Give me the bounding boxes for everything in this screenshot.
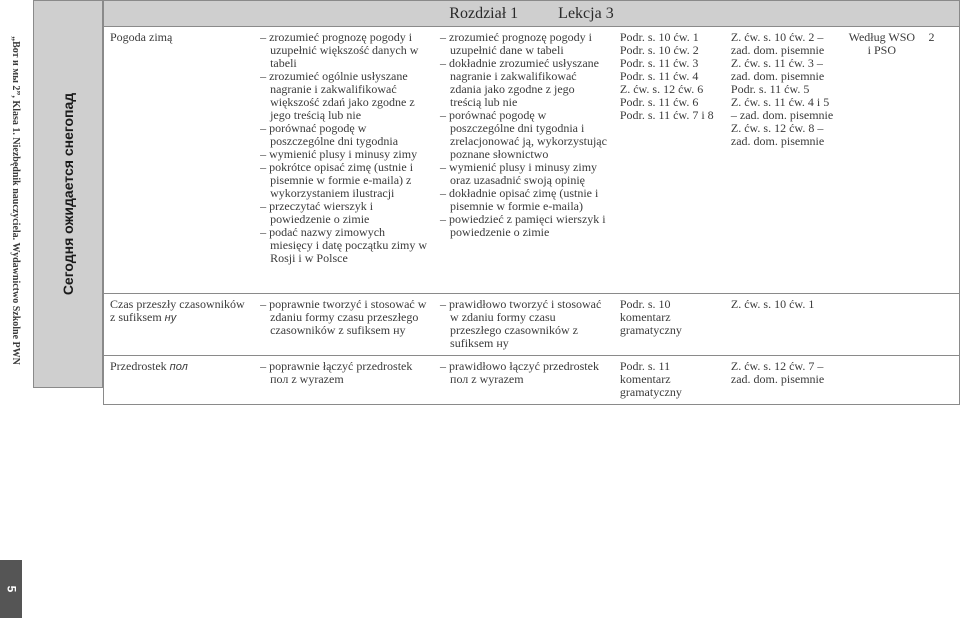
extended-requirements-cell xyxy=(434,293,614,355)
textbook-reference: Podr. s. 10 ćw. 1 xyxy=(619,30,699,44)
lesson-topic-bar xyxy=(33,0,103,388)
basic-requirement-item: – poprawnie łączyć przedrostek пол z wyrazem xyxy=(260,358,413,386)
topic-cell xyxy=(104,27,255,293)
extended-requirement-item: – dokładnie zrozumieć usłyszane nagranie i zakwalifikować zdania jako zgodne z jego treścią lub nie xyxy=(440,56,599,109)
assessment-cell xyxy=(841,355,922,404)
extended-requirement-item: – zrozumieć prognozę pogody i uzupełnić dane w tabeli xyxy=(440,30,592,57)
extended-requirements-cell xyxy=(434,27,614,293)
curriculum-table xyxy=(103,27,960,405)
hours-value: 2 xyxy=(928,30,935,44)
extended-requirement-item: – dokładnie opisać zimę (ustnie i pisemnie w formie e-maila) xyxy=(440,186,599,213)
side-text-label: „Вот и мы 2”, Klasa 1. Niezbędnik nauczyciela. Wydawnictwo Szkolne PWN xyxy=(9,35,21,365)
lesson-topic: Сегодня ожидается снегопад xyxy=(60,92,77,296)
textbook-reference: Podr. s. 11 ćw. 6 xyxy=(619,95,699,109)
textbook-reference: Podr. s. 11 ćw. 4 xyxy=(619,69,699,83)
extended-requirements-cell xyxy=(434,355,614,404)
workbook-reference: Z. ćw. s. 12 ćw. 8 – zad. dom. pisemnie xyxy=(730,121,825,148)
basic-requirements-cell xyxy=(254,355,434,404)
workbook-references-cell xyxy=(725,27,841,293)
chapter-title: Rozdział 1 xyxy=(449,4,519,22)
textbook-reference: Podr. s. 11 komentarz gramatyczny xyxy=(619,358,682,399)
workbook-references-cell xyxy=(725,355,841,404)
extended-requirement-item: – wymienić plusy i minusy zimy oraz uzasadnić swoją opinię xyxy=(440,160,598,187)
hours-cell xyxy=(922,27,959,293)
assessment-cell xyxy=(841,27,922,293)
side-publication-note xyxy=(0,0,30,400)
basic-requirements-cell xyxy=(254,27,434,293)
assessment-cell xyxy=(841,293,922,355)
extended-requirement-item: – porównać pogodę w poszczególne dni tygodnia i zrelacjonować ją, wykorzystując poznane słownictwo xyxy=(440,108,607,161)
extended-requirement-item: – prawidłowo tworzyć i stosować w zdaniu formy czasu przeszłego czasowników z sufiksem ну xyxy=(440,296,602,350)
extended-requirement-item: – prawidłowo łączyć przedrostek пол z wyrazem xyxy=(440,358,599,386)
textbook-reference: Podr. s. 11 ćw. 7 i 8 xyxy=(619,108,714,122)
basic-requirement-item: – wymienić plusy i minusy zimy xyxy=(260,147,418,161)
topic-text: Pogoda zimą xyxy=(110,30,173,44)
textbook-reference: Z. ćw. s. 12 ćw. 6 xyxy=(619,82,704,96)
textbook-references-cell xyxy=(614,293,725,355)
topic-cell xyxy=(104,355,255,404)
basic-requirement-item: – porównać pogodę w poszczególne dni tygodnia xyxy=(260,121,399,148)
basic-requirement-item: – pokrótce opisać zimę (ustnie i pisemnie w formie e-maila) z wykorzystaniem ilustracji xyxy=(260,160,414,200)
table-row xyxy=(104,293,960,355)
workbook-reference: Z. ćw. s. 10 ćw. 2 – zad. dom. pisemnie xyxy=(730,30,825,57)
workbook-reference: Z. ćw. s. 10 ćw. 1 xyxy=(730,296,815,311)
topic-text: Przedrostek xyxy=(110,358,167,373)
table-row xyxy=(104,355,960,404)
textbook-reference: Podr. s. 10 ćw. 2 xyxy=(619,43,699,57)
basic-requirement-item: – przeczytać wierszyk i powiedzenie o zimie xyxy=(260,199,374,226)
basic-requirement-item: – zrozumieć ogólnie usłyszane nagranie i zakwalifikować większość zdań jako zgodne z jego treścią lub nie xyxy=(260,69,415,122)
topic-suffix: ну xyxy=(164,311,177,324)
workbook-reference: Z. ćw. s. 11 ćw. 4 i 5 – zad. dom. pisemnie xyxy=(730,95,834,122)
extended-requirement-item: – powiedzieć z pamięci wierszyk i powiedzenie o zimie xyxy=(440,212,606,239)
topic-cell xyxy=(104,293,255,355)
textbook-references-cell xyxy=(614,355,725,404)
topic-suffix: пол xyxy=(169,360,188,373)
workbook-reference: Z. ćw. s. 12 ćw. 7 – zad. dom. pisemnie xyxy=(730,358,825,386)
textbook-reference: Podr. s. 10 komentarz gramatyczny xyxy=(619,296,682,337)
assessment-text: Według WSO i PSO xyxy=(848,30,916,57)
page-number: 5 xyxy=(4,585,18,593)
basic-requirement-item: – poprawnie tworzyć i stosować w zdaniu formy czasu przeszłego czasowników z sufiksem ну xyxy=(260,296,427,337)
table-row xyxy=(104,27,960,293)
workbook-reference: Podr. s. 11 ćw. 5 xyxy=(730,82,810,96)
hours-cell xyxy=(922,293,959,355)
basic-requirements-cell xyxy=(254,293,434,355)
topic-text: Czas przeszły czasowników z sufiksem xyxy=(110,296,245,324)
page-number-tab xyxy=(0,560,22,618)
basic-requirement-item: – podać nazwy zimowych miesięcy i datę początku zimy w Rosji i w Polsce xyxy=(260,225,428,265)
lesson-title: Lekcja 3 xyxy=(558,4,614,22)
hours-cell xyxy=(922,355,959,404)
workbook-reference: Z. ćw. s. 11 ćw. 3 – zad. dom. pisemnie xyxy=(730,56,825,83)
workbook-references-cell xyxy=(725,293,841,355)
textbook-reference: Podr. s. 11 ćw. 3 xyxy=(619,56,699,70)
section-header xyxy=(103,0,960,27)
textbook-references-cell xyxy=(614,27,725,293)
basic-requirement-item: – zrozumieć prognozę pogody i uzupełnić większość danych w tabeli xyxy=(260,30,419,70)
